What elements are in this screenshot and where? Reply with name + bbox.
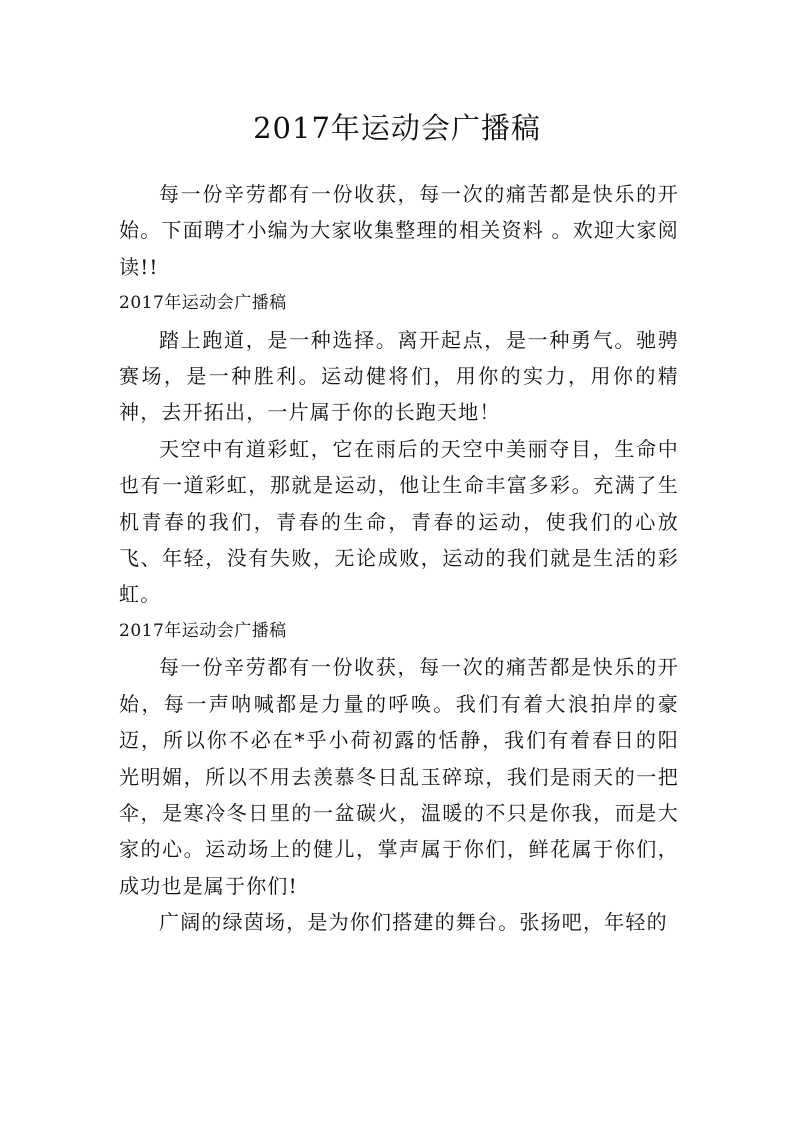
section-heading: 2017年运动会广播稿 [119, 620, 287, 641]
section-paragraph: 广阔的绿茵场，是为你们搭建的舞台。张扬吧，年轻的 [159, 910, 668, 935]
document-body [119, 176, 679, 941]
section-paragraph: 天空中有道彩虹，它在雨后的天空中美丽夺目，生命中也有一道彩虹，那就是运动，他让生命丰富多彩。充满了生机青春的我们，青春的生命，青春的运动，使我们的心放飞、年轻，没有失败，无论成败，运动的我们就是生活的彩虹。 [119, 436, 679, 607]
document-title: 2017年运动会广播稿 [253, 111, 541, 145]
section-paragraph: 每一份辛劳都有一份收获，每一次的痛苦都是快乐的开始，每一声呐喊都是力量的呼唤。我们有着大浪拍岸的豪迈，所以你不必在*乎小荷初露的恬静，我们有着春日的阳光明媚，所以不用去羡慕冬日乱玉碎琼，我们是雨天的一把伞，是寒冷冬日里的一盆碳火，温暖的不只是你我，而是大家的心。运动场上的健儿，掌声属于你们，鲜花属于你们，成功也是属于你们! [119, 655, 679, 898]
intro-paragraph: 每一份辛劳都有一份收获，每一次的痛苦都是快乐的开始。下面聘才小编为大家收集整理的相关资料 。欢迎大家阅读!! [119, 182, 679, 279]
section-paragraph: 踏上跑道，是一种选择。离开起点，是一种勇气。驰骋赛场，是一种胜利。运动健将们，用你的实力，用你的精神，去开拓出，一片属于你的长跑天地！ [119, 327, 679, 425]
section-heading: 2017年运动会广播稿 [119, 293, 287, 314]
